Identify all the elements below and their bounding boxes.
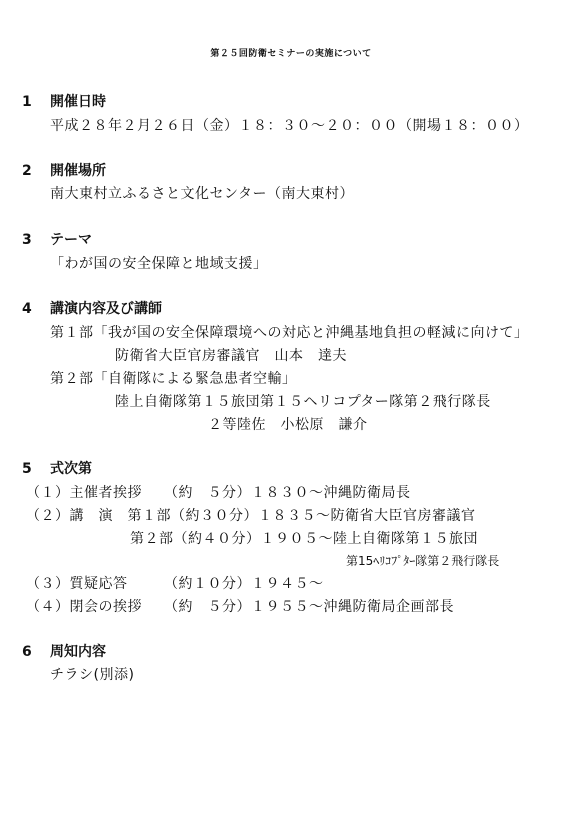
section-number: 5 bbox=[22, 461, 32, 477]
section-number: 6 bbox=[22, 644, 32, 660]
venue-text: 南大東村立ふるさと文化センター（南大東村） bbox=[50, 186, 354, 202]
section-heading: 開催場所 bbox=[50, 163, 106, 179]
section-number: 2 bbox=[22, 163, 32, 179]
program-item-2-part2: 第２部（約４０分）１９０５～陸上自衛隊第１５旅団 bbox=[130, 531, 478, 547]
lecture-part2-affiliation: 陸上自衛隊第１５旅団第１５ヘリコプター隊第２飛行隊長 bbox=[115, 394, 491, 410]
lecture-part2-speaker: ２等陸佐 小松原 謙介 bbox=[208, 417, 368, 433]
section-heading: 周知内容 bbox=[50, 644, 106, 660]
notice-text: チラシ(別添) bbox=[50, 667, 135, 683]
lecture-part1-speaker: 防衛省大臣官房審議官 山本 達夫 bbox=[115, 348, 347, 364]
theme-text: 「わが国の安全保障と地域支援」 bbox=[50, 256, 268, 272]
lecture-part1-title: 第１部「我が国の安全保障環境への対応と沖縄基地負担の軽減に向けて」 bbox=[50, 325, 529, 341]
datetime-text: 平成２８年２月２６日（金）１８：３０～２０：００（開場１８：００） bbox=[50, 118, 529, 134]
section-heading: テーマ bbox=[50, 232, 92, 248]
lecture-part2-title: 第２部「自衛隊による緊急患者空輸」 bbox=[50, 371, 297, 387]
program-item-2-part2-speaker: 第15ﾍﾘｺﾌﾟﾀｰ隊第２飛行隊長 bbox=[346, 554, 500, 568]
section-number: 1 bbox=[22, 94, 32, 110]
section-heading: 開催日時 bbox=[50, 94, 106, 110]
program-item-3: （３）質疑応答 （約１０分）１９４５～ bbox=[26, 576, 324, 592]
section-number: 4 bbox=[22, 301, 32, 317]
section-heading: 式次第 bbox=[50, 461, 92, 477]
program-item-1: （１）主催者挨拶 （約 ５分）１８３０～沖縄防衛局長 bbox=[26, 485, 411, 501]
section-heading: 講演内容及び講師 bbox=[50, 301, 162, 317]
program-item-4: （４）閉会の挨拶 （約 ５分）１９５５～沖縄防衛局企画部長 bbox=[26, 599, 454, 615]
section-number: 3 bbox=[22, 232, 32, 248]
page-title: 第２５回防衛セミナーの実施について bbox=[210, 49, 372, 59]
program-item-2: （２）講 演 第１部（約３０分）１８３５～防衛省大臣官房審議官 bbox=[26, 508, 476, 524]
